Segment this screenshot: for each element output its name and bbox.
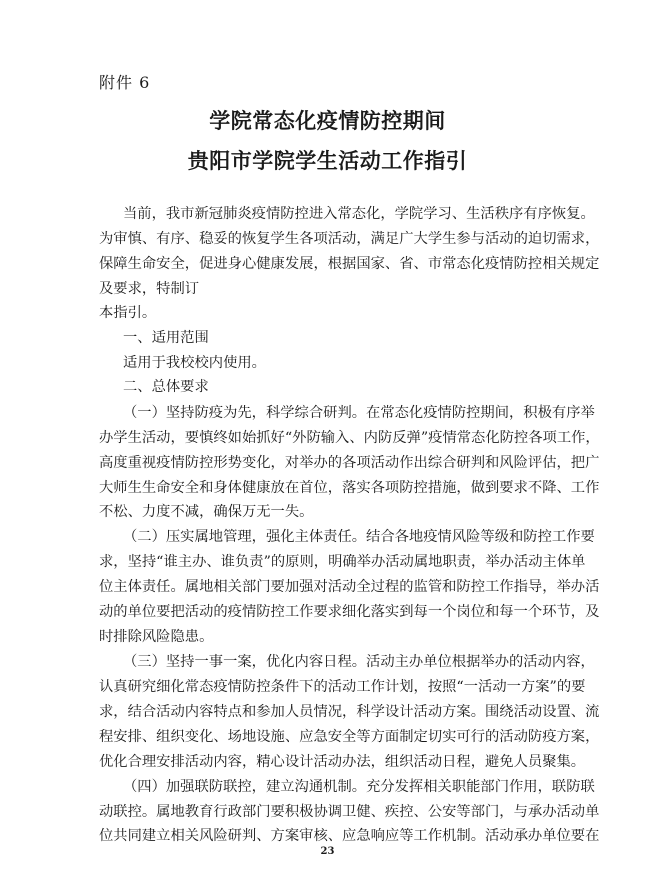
body-line: 适用于我校校内使用。	[123, 355, 266, 371]
body-line: 办学生活动，要慎终如始抓好“外防输入、内防反弹”疫情常态化防控各项工作，	[99, 430, 600, 446]
section-heading: 二、总体要求	[123, 379, 209, 395]
body-line: （三）坚持一事一案，优化内容日程。活动主办单位根据举办的活动内容，	[123, 654, 595, 670]
body-line: 位共同建立相关风险研判、方案审核、应急响应等工作机制。活动承办单位要在	[99, 828, 600, 844]
body-line: 时排除风险隐患。	[99, 629, 214, 645]
body-line: 动联控。属地教育行政部门要积极协调卫健、疾控、公安等部门，与承办活动单	[99, 804, 600, 820]
body-line: （一）坚持防疫为先，科学综合研判。在常态化疫情防控期间，积极有序举	[123, 405, 595, 421]
body-line: 当前，我市新冠肺炎疫情防控进入常态化，学院学习、生活秩序有序恢复。	[123, 206, 595, 222]
body-line: 不松、力度不减，确保万无一失。	[99, 504, 314, 520]
document-title-line-1: 学院常态化疫情防控期间	[209, 108, 446, 133]
body-line: 优化合理安排活动内容，精心设计活动办法，组织活动日程，避免人员聚集。	[99, 754, 586, 770]
attachment-label: 附件 6	[99, 73, 151, 92]
body-line: 大师生生命安全和身体健康放在首位，落实各项防控措施，做到要求不降、工作	[99, 480, 600, 496]
body-line: 保障生命安全，促进身心健康发展，根据国家、省、市常态化疫情防控相关规定	[99, 256, 600, 272]
section-heading: 一、适用范围	[123, 330, 209, 346]
body-line: 求，坚持“谁主办、谁负责”的原则，明确举办活动属地职责，举办活动主体单	[99, 554, 586, 570]
body-line: （四）加强联防联控，建立沟通机制。充分发挥相关职能部门作用，联防联	[123, 779, 595, 795]
body-line: 本指引。	[99, 305, 157, 321]
page-number: 23	[320, 846, 335, 857]
body-line: 位主体责任。属地相关部门要加强对活动全过程的监管和防控工作指导，举办活	[99, 579, 600, 595]
document-title-line-2: 贵阳市学院学生活动工作指引	[187, 148, 468, 173]
body-line: 为审慎、有序、稳妥的恢复学生各项活动，满足广大学生参与活动的迫切需求，	[99, 231, 600, 247]
body-line: 动的单位要把活动的疫情防控工作要求细化落实到每一个岗位和每一个环节，及	[99, 604, 600, 620]
body-line: 高度重视疫情防控形势变化，对举办的各项活动作出综合研判和风险评估，把广	[99, 455, 600, 471]
body-line: 求，结合活动内容特点和参加人员情况，科学设计活动方案。围绕活动设置、流	[99, 704, 600, 720]
body-line: （二）压实属地管理，强化主体责任。结合各地疫情风险等级和防控工作要	[123, 529, 595, 545]
body-line: 及要求，特制订	[99, 281, 200, 297]
body-line: 程安排、组织变化、场地设施、应急安全等方面制定切实可行的活动防疫方案，	[99, 729, 600, 745]
body-line: 认真研究细化常态疫情防控条件下的活动工作计划，按照“一活动一方案”的要	[99, 679, 586, 695]
